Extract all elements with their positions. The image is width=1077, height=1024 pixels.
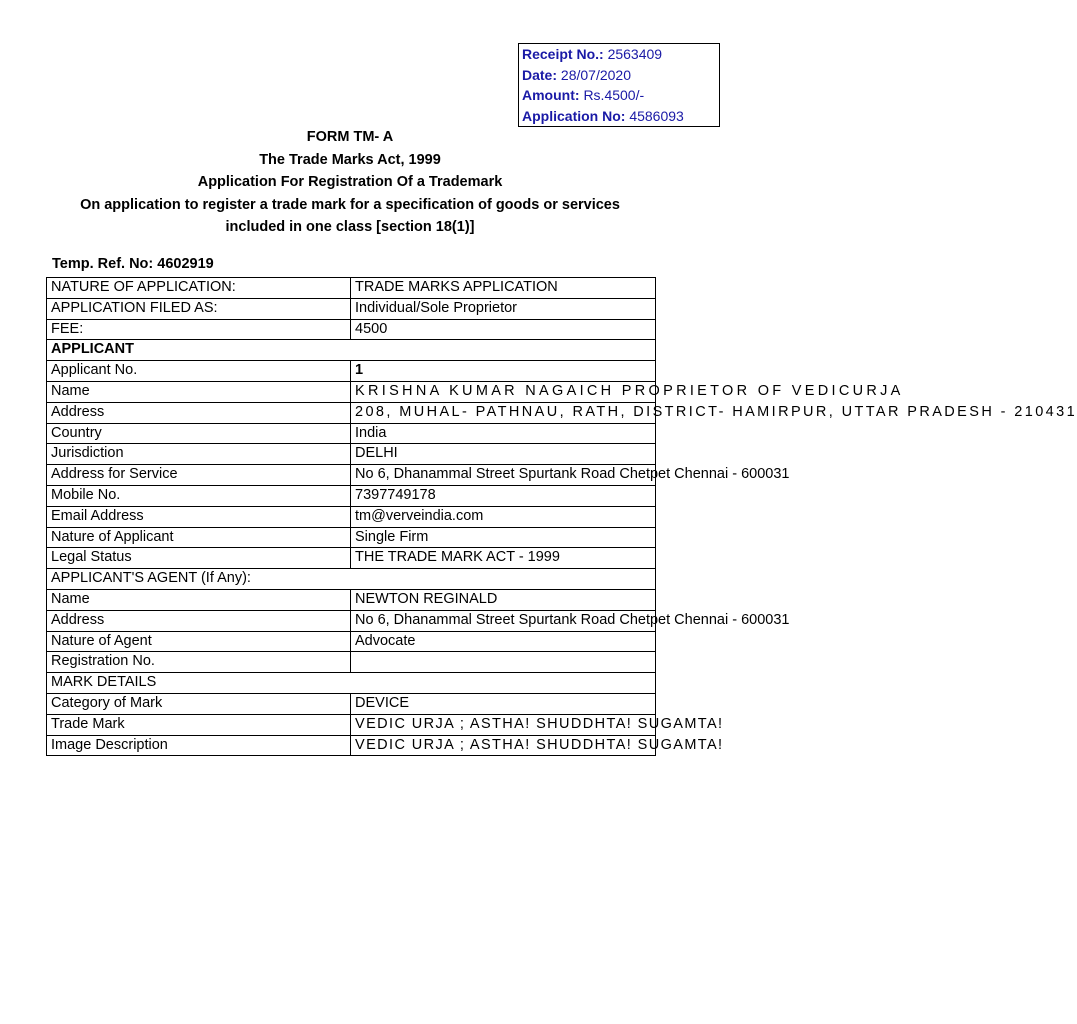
field-value: No 6, Dhanammal Street Spurtank Road Chetpet Chennai - 600031 [351,610,656,631]
field-label: Legal Status [47,548,351,569]
table-row [47,527,656,548]
date-line [522,65,719,86]
application-no-line [522,106,719,127]
field-value: DEVICE [351,693,656,714]
field-label: Jurisdiction [47,444,351,465]
field-label: Category of Mark [47,693,351,714]
application-table [46,277,1077,756]
date-value: 28/07/2020 [560,66,631,83]
table-row [47,610,656,631]
field-label: Applicant No. [47,361,351,382]
field-label: APPLICATION FILED AS: [47,298,351,319]
field-value: 7397749178 [351,485,656,506]
application-subtitle: On application to register a trade mark for a specification of goods or services [80,196,620,213]
field-value: 4500 [351,319,656,340]
field-value: VEDIC URJA ; ASTHA! SHUDDHTA! SUGAMTA! [351,735,656,756]
field-value [351,652,656,673]
field-label: Nature of Applicant [47,527,351,548]
table-row [47,506,656,527]
amount-line [522,85,719,106]
mark-section-heading: MARK DETAILS [47,673,656,694]
field-value: DELHI [351,444,656,465]
field-label: Address [47,402,351,423]
receipt-no-line [522,44,719,65]
table-row [47,693,656,714]
table-row [47,319,656,340]
receipt-no-label: Receipt No.: [522,46,604,62]
field-label: Address for Service [47,465,351,486]
field-label: Name [47,589,351,610]
field-value: TRADE MARKS APPLICATION [351,278,656,299]
table-row [47,444,656,465]
field-value: India [351,423,656,444]
table-row [47,423,656,444]
field-label: Mobile No. [47,485,351,506]
field-value: No 6, Dhanammal Street Spurtank Road Chetpet Chennai - 600031 [351,465,656,486]
table-row [47,402,656,423]
field-value: 208, MUHAL- PATHNAU, RATH, DISTRICT- HAMIRPUR, UTTAR PRADESH - 210431 [351,402,656,423]
application-no-value: 4586093 [629,108,684,125]
field-label: NATURE OF APPLICATION: [47,278,351,299]
temp-ref-no: Temp. Ref. No: 4602919 [52,256,214,272]
amount-label: Amount: [522,87,580,104]
table-row [47,589,656,610]
section-reference: included in one class [section 18(1)] [225,219,475,235]
table-row [47,465,656,486]
field-label: Registration No. [47,652,351,673]
field-label: Name [47,381,351,402]
field-label: Email Address [47,506,351,527]
application-no-label: Application No: [522,108,626,125]
table-row [47,381,656,402]
amount-value: Rs.4500/- [583,87,645,104]
field-value: Single Firm [351,527,656,548]
table-row [47,569,656,590]
field-value: VEDIC URJA ; ASTHA! SHUDDHTA! SUGAMTA! [351,714,656,735]
table-row [47,631,656,652]
table-row [47,652,656,673]
field-value: tm@verveindia.com [351,506,656,527]
table-row [47,298,656,319]
field-label: Country [47,423,351,444]
field-value: 1 [351,361,656,382]
table-row [47,340,656,361]
table-row [47,673,656,694]
application-title: Application For Registration Of a Trademark [197,174,503,190]
form-title: FORM TM- A [306,129,394,145]
field-label: Address [47,610,351,631]
field-value: Individual/Sole Proprietor [351,298,656,319]
receipt-no-value: 2563409 [607,46,663,62]
form-header [0,126,700,239]
table-row [47,278,656,299]
field-value: KRISHNA KUMAR NAGAICH PROPRIETOR OF VEDICURJA [351,381,656,402]
field-value: NEWTON REGINALD [351,589,656,610]
field-label: Image Description [47,735,351,756]
applicant-section-heading: APPLICANT [47,340,656,361]
table-row [47,361,656,382]
field-label: FEE: [47,319,351,340]
table-row [47,485,656,506]
field-value: THE TRADE MARK ACT - 1999 [351,548,656,569]
table-row [47,714,656,735]
table-row [47,735,656,756]
receipt-box [518,43,720,127]
act-title: The Trade Marks Act, 1999 [259,151,441,168]
field-value: Advocate [351,631,656,652]
field-label: Nature of Agent [47,631,351,652]
agent-section-heading: APPLICANT'S AGENT (If Any): [47,569,656,590]
date-label: Date: [522,66,558,83]
table-row [47,548,656,569]
field-label: Trade Mark [47,714,351,735]
